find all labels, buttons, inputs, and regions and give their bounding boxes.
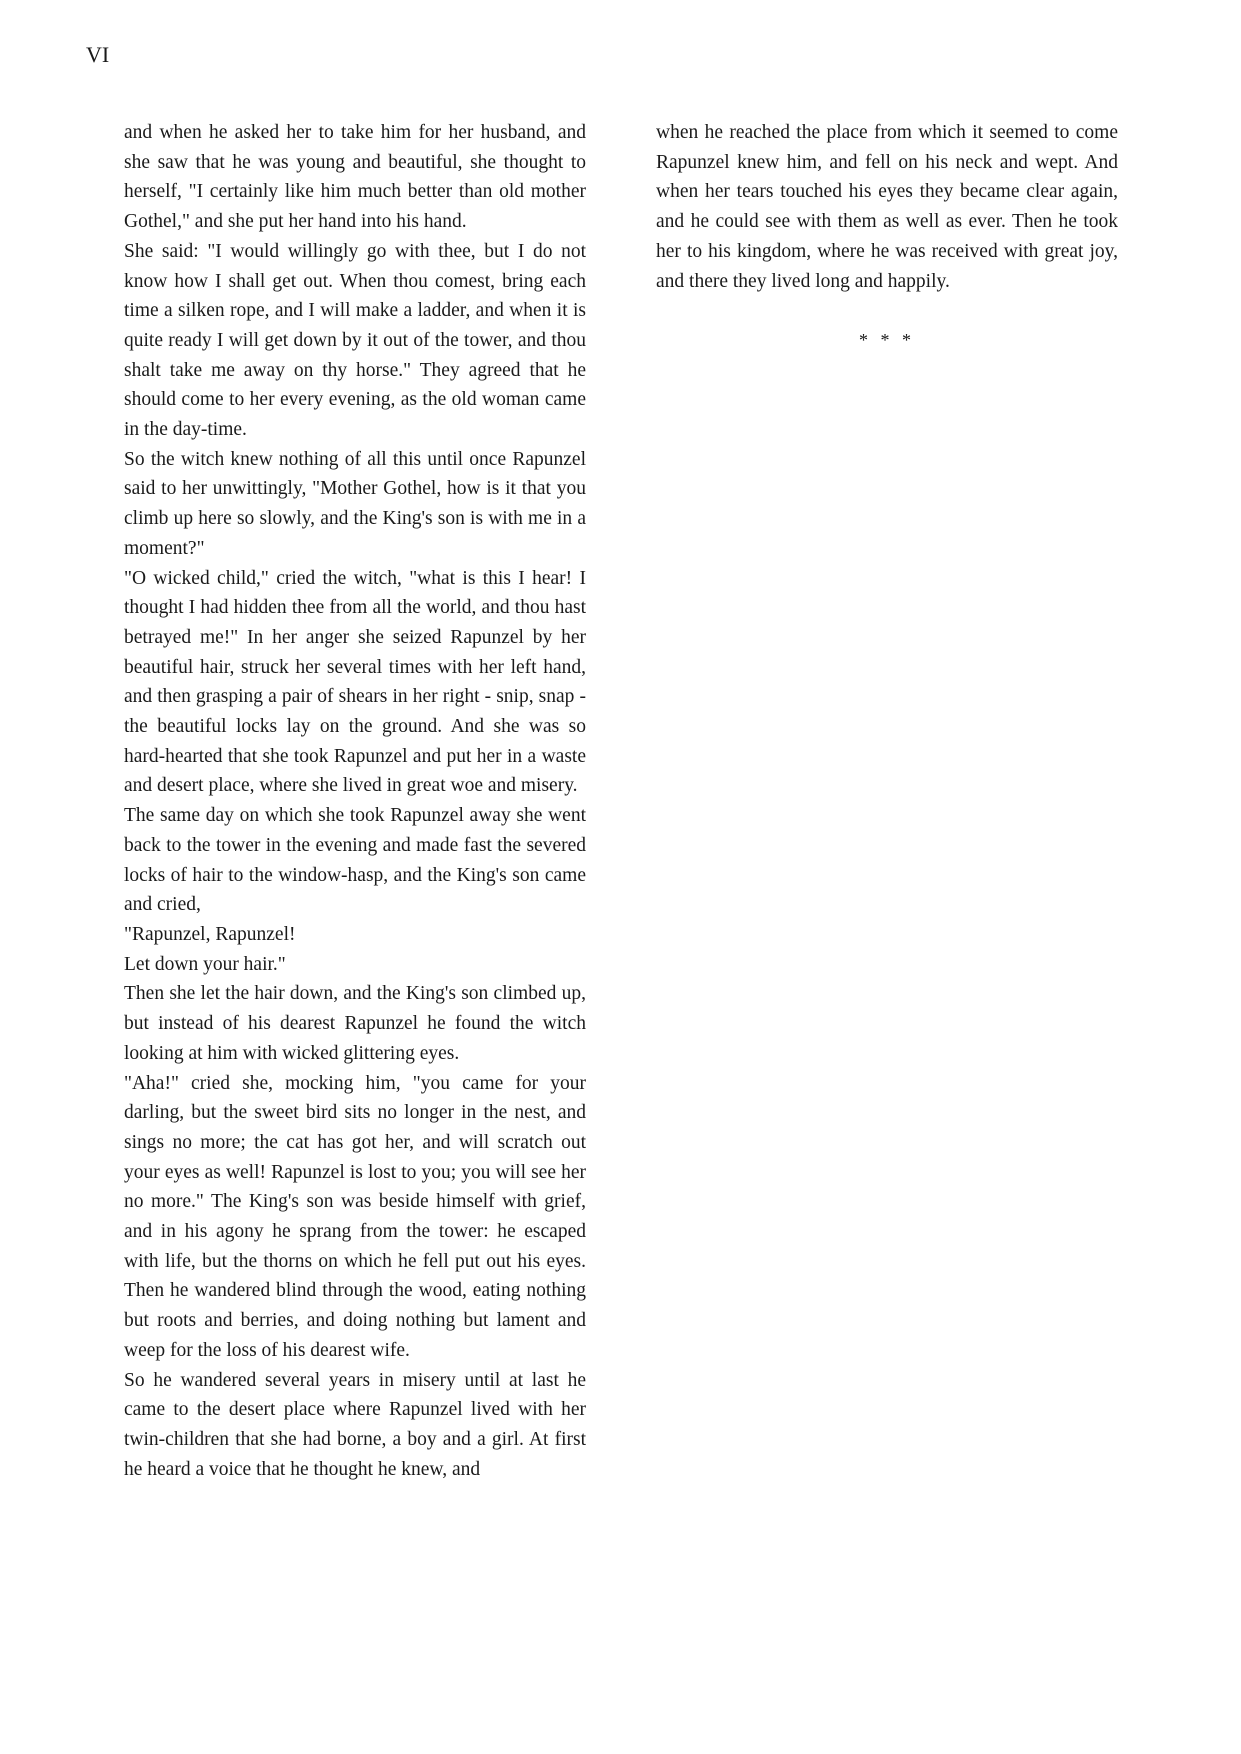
verse-line: Let down your hair." [124,953,286,975]
paragraph: "O wicked child," cried the witch, "what is this I hear! I thought I had hidden thee from all the world, and thou hast betrayed me!" In her anger she seized Rapunzel by her beautiful hair, struck her several times with her left hand, and then grasping a pair of shears in her right - snip, snap - the beautiful locks lay on the ground. And she was so hard-hearted that she took Rapunzel and put her in a waste and desert place, where she lived in great woe and misery. [124,567,586,797]
page-number: VI [86,42,110,67]
verse-line: "Rapunzel, Rapunzel! [124,923,296,945]
paragraph: Then she let the hair down, and the King's son climbed up, but instead of his dearest Rapunzel he found the witch looking at him with wicked glittering eyes. [124,983,586,1064]
paragraph: when he reached the place from which it seemed to come Rapunzel knew him, and fell on his neck and wept. And when her tears touched his eyes they became clear again, and he could see with them as well as ever. Then he took her to his kingdom, where he was received with great joy, and there they lived long and happily. [656,122,1118,292]
section-separator: * * * [859,330,915,351]
left-column [124,118,586,1484]
right-column [656,118,1118,356]
paragraph: So he wandered several years in misery until at last he came to the desert place where Rapunzel lived with her twin-children that she had borne, a boy and a girl. At first he heard a voice that he thought he knew, and [124,1369,586,1480]
paragraph: The same day on which she took Rapunzel away she went back to the tower in the evening and made fast the severed locks of hair to the window-hasp, and the King's son came and cried, [124,805,586,916]
paragraph: "Aha!" cried she, mocking him, "you came for your darling, but the sweet bird sits no longer in the nest, and sings no more; the cat has got her, and will scratch out your eyes as well! Rapunzel is lost to you; you will see her no more." The King's son was beside himself with grief, and in his agony he sprang from the tower: he escaped with life, but the thorns on which he fell put out his eyes. Then he wandered blind through the wood, eating nothing but roots and berries, and doing nothing but lament and weep for the loss of his dearest wife. [124,1072,586,1361]
paragraph: She said: "I would willingly go with thee, but I do not know how I shall get out. When thou comest, bring each time a silken rope, and I will make a ladder, and when it is quite ready I will get down by it out of the tower, and thou shalt take me away on thy horse." They agreed that he should come to her every evening, as the old woman came in the day-time. [124,240,586,441]
paragraph: and when he asked her to take him for her husband, and she saw that he was young and beautiful, she thought to herself, "I certainly like him much better than old mother Gothel," and she put her hand into his hand. [124,122,586,233]
paragraph: So the witch knew nothing of all this until once Rapunzel said to her unwittingly, "Mother Gothel, how is it that you climb up here so slowly, and the King's son is with me in a moment?" [124,448,586,559]
